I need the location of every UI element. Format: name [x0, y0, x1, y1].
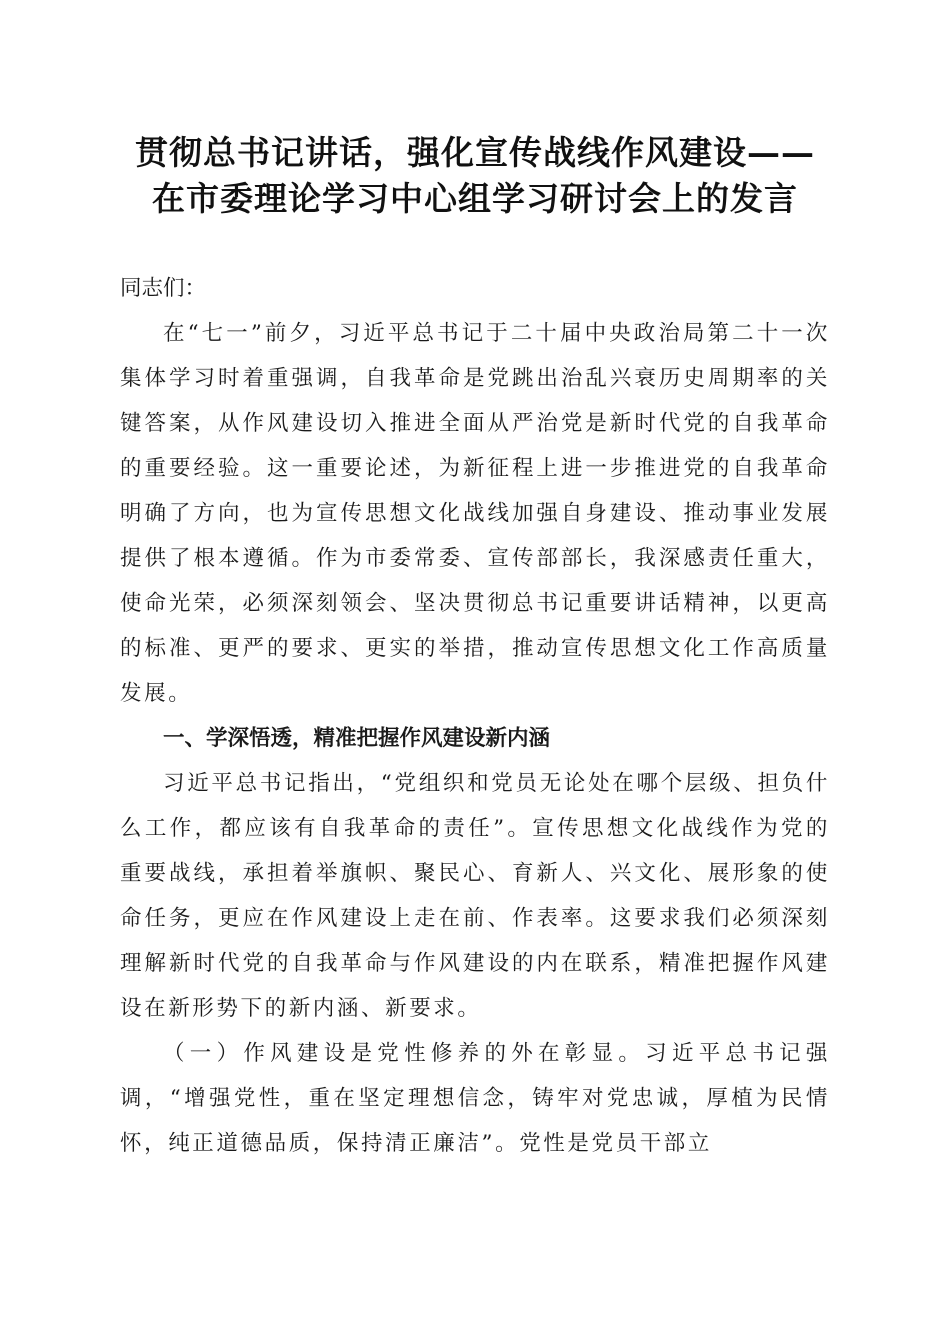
paragraph-section-1: 习近平总书记指出，“党组织和党员无论处在哪个层级、担负什么工作，都应该有自我革命的责任”。宣传思想文化战线作为党的重要战线，承担着举旗帜、聚民心、育新人、兴文化、展形象的使命任务，更应在作风建设上走在前、作表率。这要求我们必须深刻理解新时代党的自我革命与作风建设的内在联系，精准把握作风建设在新形势下的新内涵、新要求。 — [120, 771, 830, 1021]
document-title — [120, 130, 830, 222]
title-line-2: 在市委理论学习中心组学习研讨会上的发言 — [152, 179, 798, 218]
section-heading-1: 一、学深悟透，精准把握作风建设新内涵 — [163, 726, 551, 751]
salutation: 同志们： — [120, 276, 207, 301]
title-line-1: 贯彻总书记讲话，强化宣传战线作风建设—— — [135, 133, 815, 172]
document-body — [120, 266, 830, 1166]
paragraph-intro: 在“七一”前夕，习近平总书记于二十届中央政治局第二十一次集体学习时着重强调，自我革命是党跳出治乱兴衰历史周期率的关键答案，从作风建设切入推进全面从严治党是新时代党的自我革命的重要经验。这一重要论述，为新征程上进一步推进党的自我革命明确了方向，也为宣传思想文化战线加强自身建设、推动事业发展提供了根本遵循。作为市委常委、宣传部部长，我深感责任重大，使命光荣，必须深刻领会、坚决贯彻总书记重要讲话精神，以更高的标准、更严的要求、更实的举措，推动宣传思想文化工作高质量发展。 — [120, 321, 830, 706]
paragraph-subsection-1: （一）作风建设是党性修养的外在彰显。习近平总书记强调，“增强党性，重在坚定理想信念，铸牢对党忠诚，厚植为民情怀，纯正道德品质，保持清正廉洁”。党性是党员干部立 — [120, 1041, 830, 1156]
